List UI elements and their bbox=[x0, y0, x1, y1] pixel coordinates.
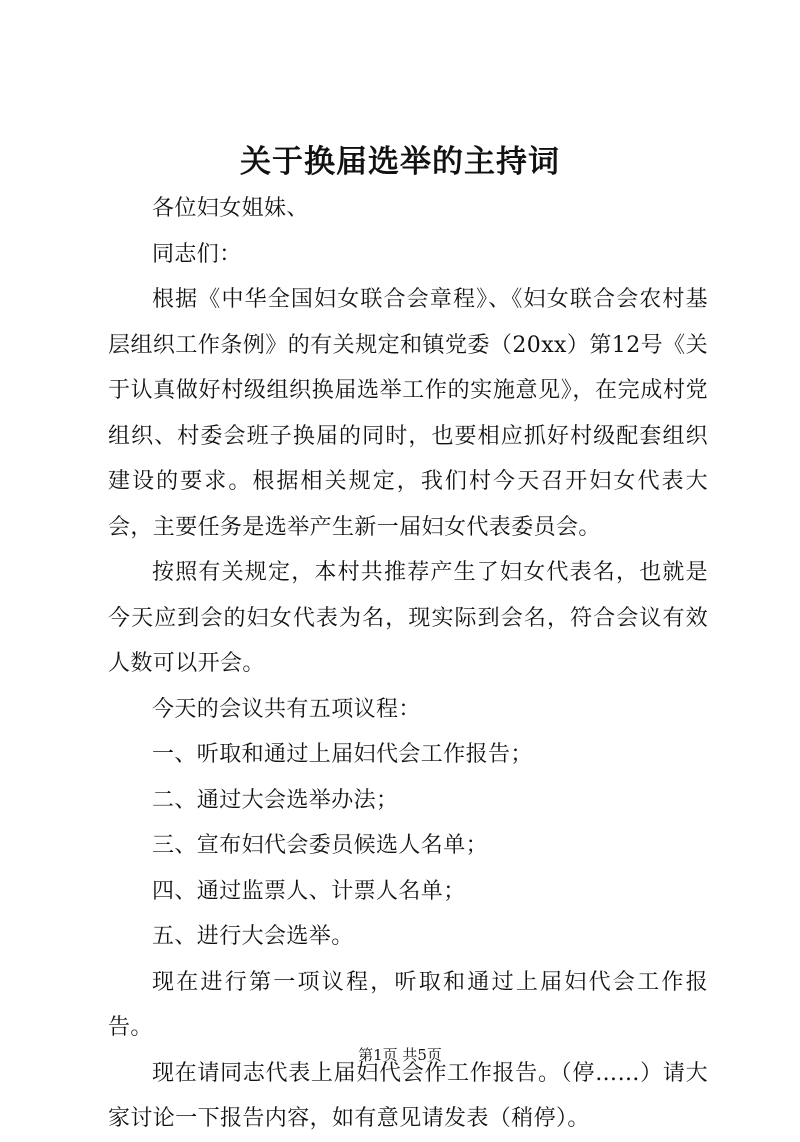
agenda-item-3: 三、宣布妇代会委员候选人名单； bbox=[152, 833, 489, 858]
document-title: 关于换届选举的主持词 bbox=[240, 144, 560, 180]
paragraph-report-request: 现在请同志代表上届妇代会作工作报告。（停……）请大家讨论一下报告内容，如有意见请发表（稍停）。 bbox=[108, 1060, 708, 1131]
paragraph-greeting: 各位妇女姐妹、 bbox=[152, 196, 309, 221]
document-body bbox=[108, 186, 708, 1142]
agenda-item-2: 二、通过大会选举办法； bbox=[152, 787, 399, 813]
paragraph-first-item: 现在进行第一项议程，听取和通过上届妇代会工作报告。 bbox=[108, 969, 708, 1040]
agenda-item-4: 四、通过监票人、计票人名单； bbox=[152, 878, 466, 904]
paragraph-attendance: 按照有关规定，本村共推荐产生了妇女代表名，也就是今天应到会的妇女代表为名，现实际到会名，符合会议有效人数可以开会。 bbox=[108, 560, 708, 676]
agenda-item-5: 五、进行大会选举。 bbox=[152, 924, 354, 949]
agenda-item-1: 一、听取和通过上届妇代会工作报告； bbox=[152, 742, 533, 767]
paragraph-basis: 根据《中华全国妇女联合会章程》、《妇女联合会农村基层组织工作条例》的有关规定和镇党委（20xx）第12号《关于认真做好村级组织换届选举工作的实施意见》，在完成村党组织、村委会班子换届的同时，也要相应抓好村级配套组织建设的要求。根据相关规定，我们村今天召开妇女代表大会，主要任务是选举产生新一届妇女代表委员会。 bbox=[108, 287, 708, 540]
paragraph-greeting-comrades: 同志们： bbox=[152, 241, 242, 267]
paragraph-agenda-intro: 今天的会议共有五项议程： bbox=[152, 696, 421, 722]
page-footer: 第1页 共5页 bbox=[358, 1046, 442, 1064]
